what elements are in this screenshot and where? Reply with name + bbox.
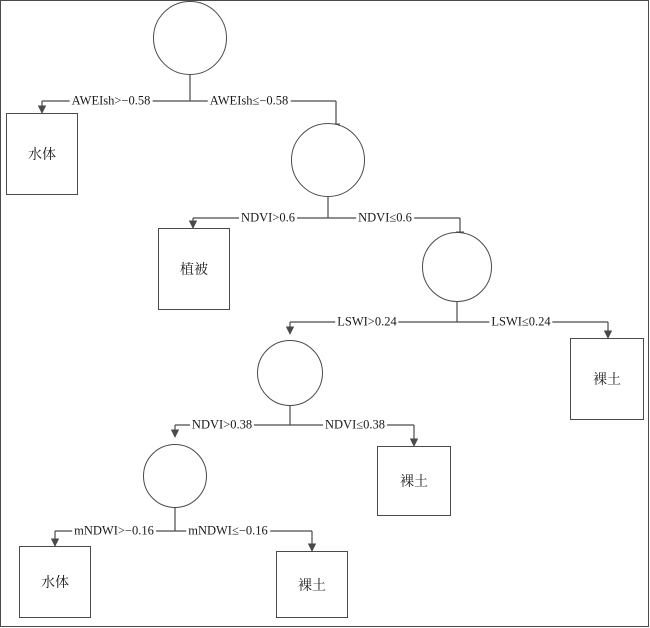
leaf-node-baresoil-1 <box>570 338 644 420</box>
leaf-label: 裸土 <box>298 578 326 594</box>
leaf-label: 植被 <box>180 263 208 278</box>
edge-label-ndvi06-le: NDVI≤0.6 <box>358 210 412 225</box>
leaf-label: 水体 <box>41 576 69 591</box>
edge-label-ndvi038-gt: NDVI>0.38 <box>191 417 253 432</box>
leaf-label: 裸土 <box>400 475 428 490</box>
edge-label-awei-le: AWEIsh≤−0.58 <box>209 93 289 108</box>
decision-node-ndvi-0-38 <box>257 340 323 406</box>
edge-label-mndwi-gt: mNDWI>−0.16 <box>74 523 154 538</box>
edge-label-mndwi-le: mNDWI≤−0.16 <box>188 523 268 538</box>
leaf-node-water-2 <box>19 546 91 618</box>
edge-label-lswi-le: LSWI≤0.24 <box>491 314 551 329</box>
decision-node-mndwi <box>143 444 207 508</box>
leaf-label: 水体 <box>28 148 56 163</box>
leaf-node-baresoil-2 <box>377 446 451 516</box>
leaf-node-vegetation <box>158 228 230 310</box>
edge-label-ndvi06-gt: NDVI>0.6 <box>241 210 295 225</box>
edge-label-lswi-gt: LSWI>0.24 <box>337 314 397 329</box>
leaf-label: 裸土 <box>593 373 621 388</box>
decision-node-lswi <box>422 232 492 302</box>
decision-node-root <box>153 1 227 75</box>
leaf-node-baresoil-3 <box>276 551 348 618</box>
decision-node-ndvi-0-6 <box>291 123 365 197</box>
edge-label-ndvi038-le: NDVI≤0.38 <box>325 417 385 432</box>
leaf-node-water-1 <box>6 113 78 195</box>
edge-label-awei-gt: AWEIsh>−0.58 <box>71 93 151 108</box>
